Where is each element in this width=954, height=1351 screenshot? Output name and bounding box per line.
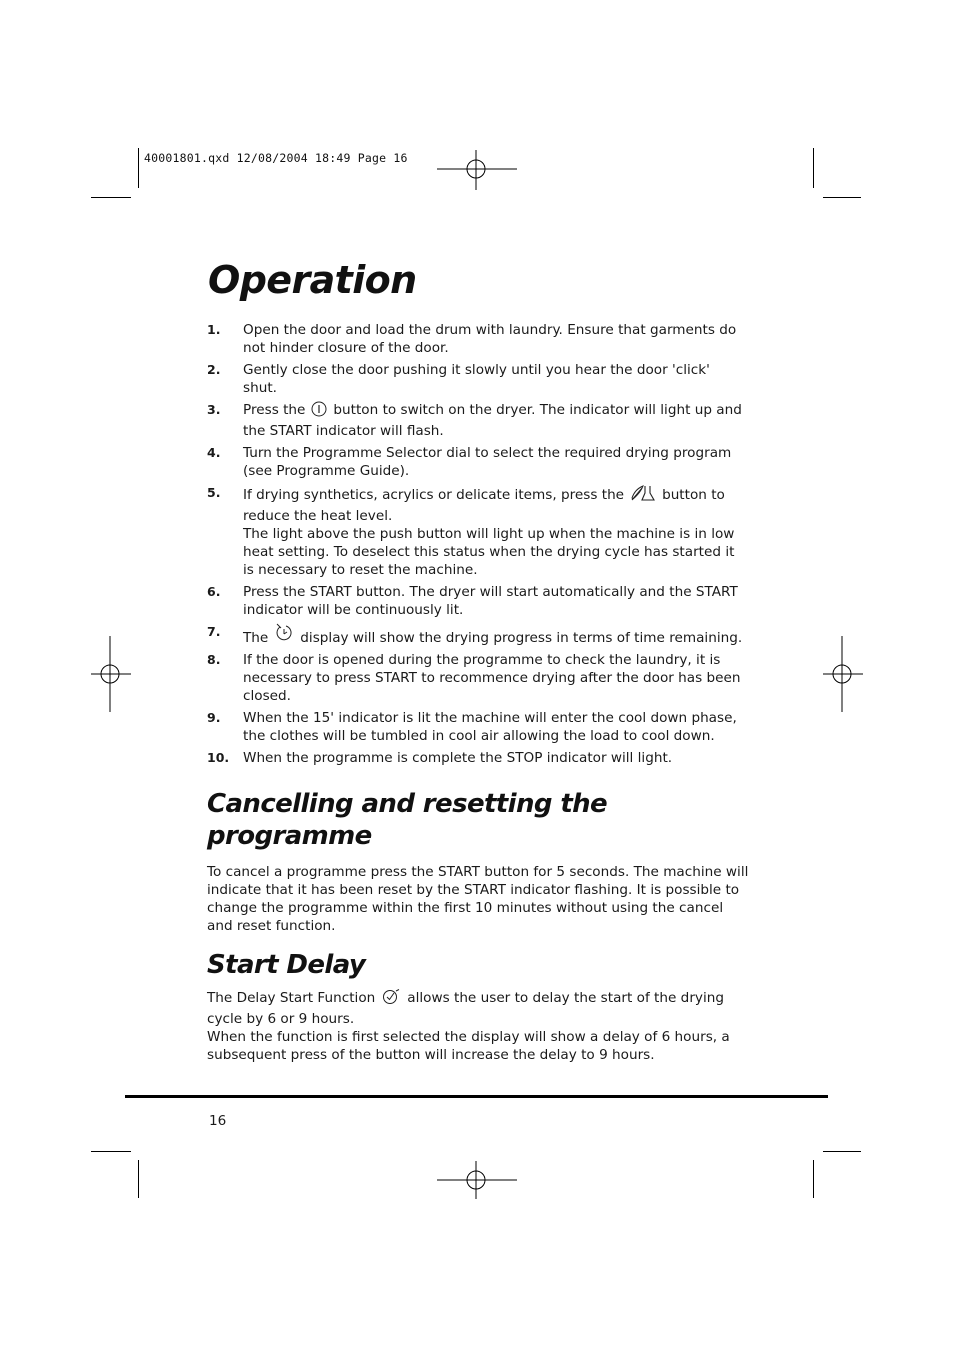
list-item xyxy=(207,749,747,767)
list-item xyxy=(207,623,747,647)
step-number: 1. xyxy=(207,322,221,337)
crop-mark xyxy=(823,197,861,198)
step-number: 5. xyxy=(207,485,221,500)
operation-steps xyxy=(207,321,747,771)
page-title: Operation xyxy=(208,258,417,302)
step-text: Press the xyxy=(243,402,306,418)
crop-mark xyxy=(91,1151,131,1152)
list-item xyxy=(207,651,747,705)
step-text: display will show the drying progress in terms of time remaining. xyxy=(300,630,743,646)
step-text: Gently close the door pushing it slowly until you hear the door 'click' shut. xyxy=(243,362,710,396)
step-text: button to switch on the dryer. The indicator will light up and the START indicator will flash. xyxy=(243,402,742,439)
step-text: The xyxy=(243,630,269,646)
low-heat-icon xyxy=(630,484,656,507)
crop-mark xyxy=(813,148,814,188)
step-text: The light above the push button will light up when the machine is in low heat setting. To deselect this status when the drying cycle has started it is necessary to reset the machine. xyxy=(243,526,735,578)
section-heading-cancel xyxy=(207,788,607,852)
list-item xyxy=(207,444,747,480)
crop-mark xyxy=(823,1151,861,1152)
cancel-paragraph: To cancel a programme press the START button for 5 seconds. The machine will indicate that it has been reset by the START indicator flashing. It is possible to change the programme within the first 10 minutes without using the cancel and reset function. xyxy=(207,864,749,934)
registration-mark-top xyxy=(437,150,517,190)
page-number: 16 xyxy=(209,1113,227,1129)
step-number: 8. xyxy=(207,652,221,667)
registration-mark-left xyxy=(91,636,131,712)
crop-mark xyxy=(138,148,139,188)
step-text: When the 15' indicator is lit the machine will enter the cool down phase, the clothes will be tumbled in cool air allowing the load to cool down. xyxy=(243,710,737,744)
paragraph-text: The Delay Start Function xyxy=(207,990,376,1006)
list-item xyxy=(207,361,747,397)
list-item xyxy=(207,321,747,357)
step-text: If drying synthetics, acrylics or delicate items, press the xyxy=(243,487,625,503)
power-icon xyxy=(311,401,327,422)
list-item xyxy=(207,401,747,440)
step-number: 7. xyxy=(207,624,221,639)
step-number: 9. xyxy=(207,710,221,725)
timer-icon xyxy=(274,623,294,646)
step-text: Turn the Programme Selector dial to select the required drying program (see Programme Guide). xyxy=(243,445,732,479)
printer-slug: 40001801.qxd 12/08/2004 18:49 Page 16 xyxy=(144,151,408,165)
crop-mark xyxy=(813,1160,814,1198)
delay-paragraph-2: When the function is first selected the display will show a delay of 6 hours, a subsequent press of the button will increase the delay to 9 hours. xyxy=(207,1029,730,1063)
footer-rule xyxy=(125,1095,828,1098)
delay-paragraph-1 xyxy=(207,989,752,1028)
list-item xyxy=(207,709,747,745)
step-number: 3. xyxy=(207,402,221,417)
step-number: 4. xyxy=(207,445,221,460)
section-heading-start-delay: Start Delay xyxy=(207,950,366,980)
list-item xyxy=(207,583,747,619)
paragraph-text: allows the user to delay the start of the drying cycle by 6 or 9 hours. xyxy=(207,990,724,1027)
step-number: 6. xyxy=(207,584,221,599)
list-item xyxy=(207,484,747,579)
step-text: Open the door and load the drum with laundry. Ensure that garments do not hinder closure of the door. xyxy=(243,322,737,356)
step-text: If the door is opened during the programme to check the laundry, it is necessary to press START to recommence drying after the door has been closed. xyxy=(243,652,741,704)
step-number: 10. xyxy=(207,750,230,765)
registration-mark-bottom xyxy=(437,1161,517,1199)
step-text: Press the START button. The dryer will start automatically and the START indicator will be continuously lit. xyxy=(243,584,738,618)
step-text: button to reduce the heat level. xyxy=(243,487,725,524)
step-text: When the programme is complete the STOP indicator will light. xyxy=(243,750,673,766)
step-number: 2. xyxy=(207,362,221,377)
crop-mark xyxy=(91,197,131,198)
delay-start-icon xyxy=(381,989,401,1010)
registration-mark-right xyxy=(823,636,863,712)
heading-line: Cancelling and resetting the xyxy=(207,789,608,819)
heading-line: programme xyxy=(207,821,372,851)
crop-mark xyxy=(138,1160,139,1198)
